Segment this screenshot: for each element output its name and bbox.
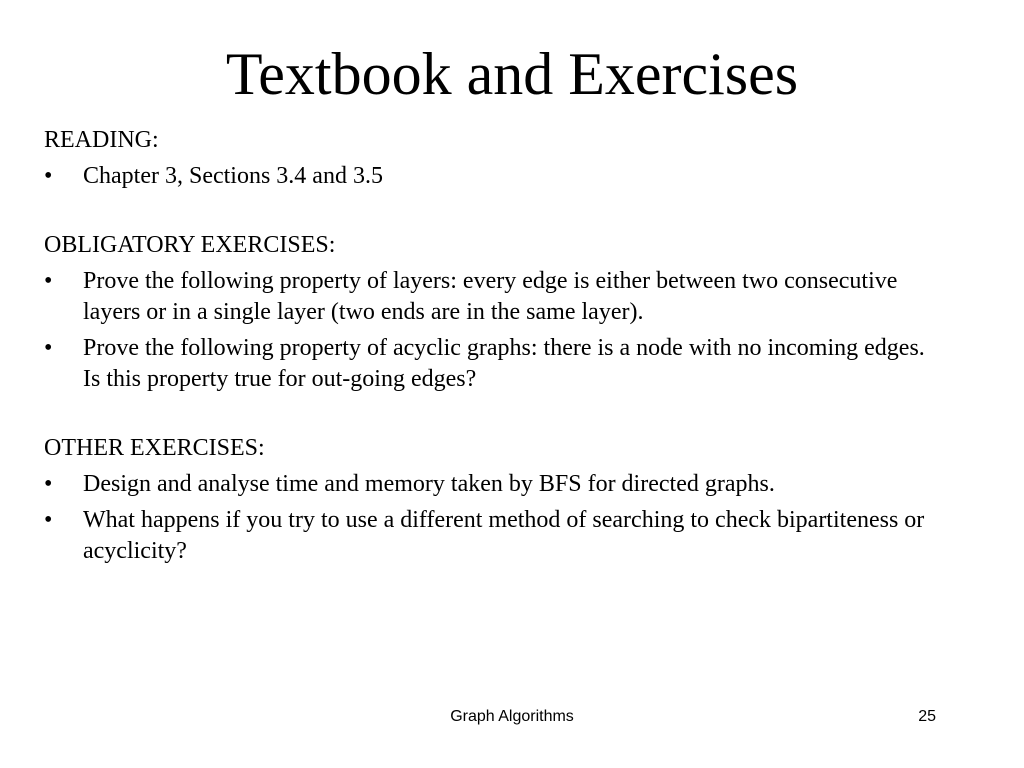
bullet-list <box>44 161 944 192</box>
slide-body <box>44 125 944 605</box>
slide-title: Textbook and Exercises <box>225 41 799 107</box>
list-item-text: Chapter 3, Sections 3.4 and 3.5 <box>83 163 383 189</box>
section-heading: OTHER EXERCISES: <box>44 435 265 461</box>
bullet-list <box>44 469 944 567</box>
list-item-text: Prove the following property of acyclic graphs: there is a node with no incoming edges. Is this property true for out-going edges? <box>83 335 925 392</box>
bullet-icon: • <box>44 268 53 294</box>
page-number: 25 <box>918 708 936 725</box>
bullet-icon: • <box>44 163 53 189</box>
bullet-list <box>44 266 944 395</box>
section-heading: READING: <box>44 127 159 153</box>
section-obligatory-exercises <box>44 230 944 395</box>
list-item-text: What happens if you try to use a different method of searching to check bipartiteness or acyclicity? <box>83 507 925 564</box>
bullet-icon: • <box>44 507 53 533</box>
list-item <box>44 469 944 500</box>
list-item-text: Design and analyse time and memory taken by BFS for directed graphs. <box>83 471 775 497</box>
footer-text: Graph Algorithms <box>450 708 574 725</box>
list-item-text: Prove the following property of layers: every edge is either between two consecutive layers or in a single layer (two ends are in the same layer). <box>83 268 898 325</box>
list-item <box>44 505 944 567</box>
bullet-icon: • <box>44 335 53 361</box>
section-heading: OBLIGATORY EXERCISES: <box>44 232 336 258</box>
bullet-icon: • <box>44 471 53 497</box>
list-item <box>44 266 944 328</box>
section-other-exercises <box>44 433 944 567</box>
list-item <box>44 161 944 192</box>
list-item <box>44 333 944 395</box>
section-reading <box>44 125 944 192</box>
